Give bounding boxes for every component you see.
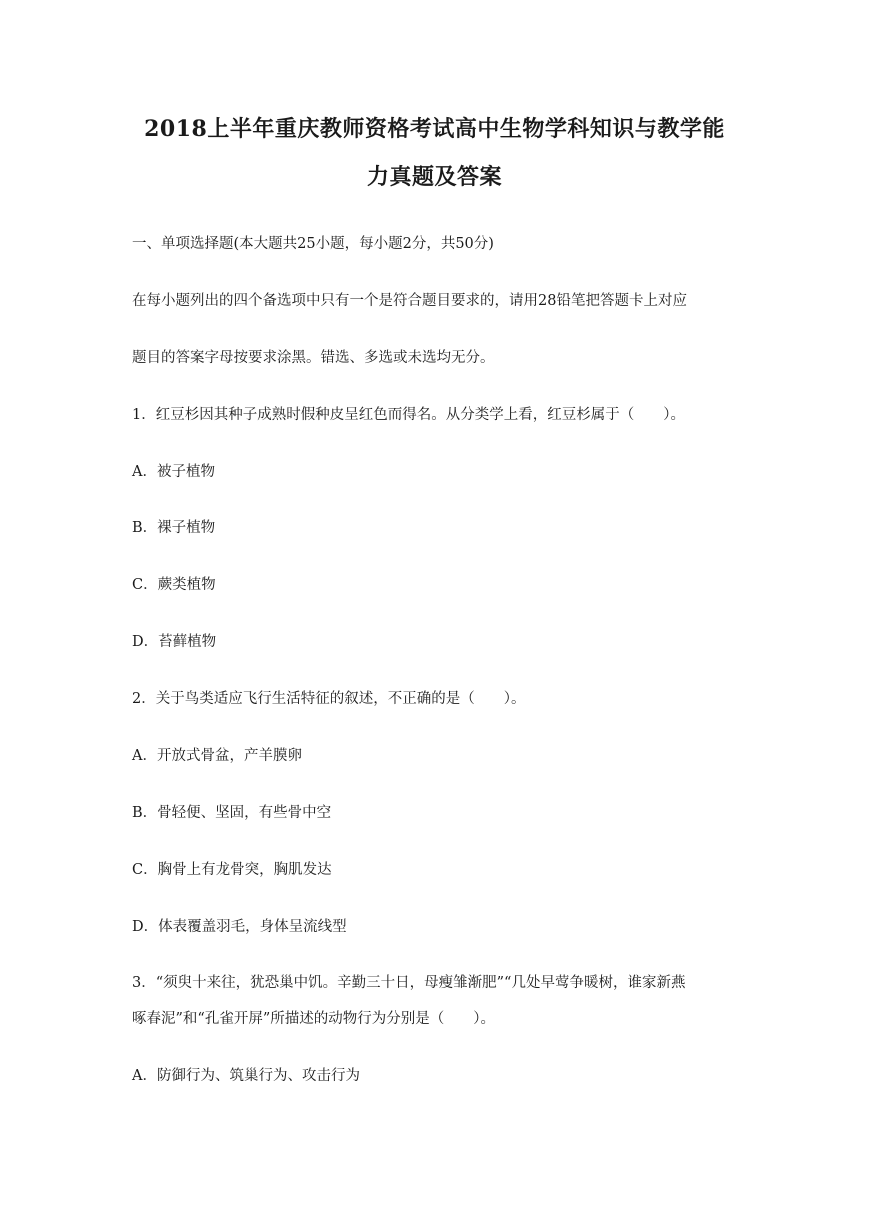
question-1-option-a: A．被子植物 — [132, 464, 215, 480]
question-1-stem: 1．红豆杉因其种子成熟时假种皮呈红色而得名。从分类学上看，红豆杉属于（ ）。 — [132, 407, 685, 423]
question-2-option-a: A．开放式骨盆，产羊膜卵 — [132, 748, 302, 764]
document-title-line-1: 2018上半年重庆教师资格考试高中生物学科知识与教学能 — [144, 116, 725, 142]
question-3-stem-line-2: 啄春泥”和“孔雀开屏”所描述的动物行为分别是（ ）。 — [132, 1011, 495, 1027]
question-3-option-a: A．防御行为、筑巢行为、攻击行为 — [132, 1068, 360, 1084]
question-3-stem-line-1: 3．“须臾十来往，犹恐巢中饥。辛勤三十日，母瘦雏渐肥”“几处早莺争暖树，谁家新燕 — [132, 975, 686, 991]
question-1-option-d: D．苔藓植物 — [132, 634, 217, 650]
question-2-option-b: B．骨轻便、坚固，有些骨中空 — [132, 805, 332, 821]
question-1-option-c: C．蕨类植物 — [132, 577, 216, 593]
question-2-option-d: D．体表覆盖羽毛，身体呈流线型 — [132, 919, 347, 935]
section-heading: 一、单项选择题(本大题共25小题，每小题2分，共50分) — [132, 236, 494, 252]
instructions-line-2: 题目的答案字母按要求涂黑。错选、多选或未选均无分。 — [132, 350, 495, 366]
question-1-option-b: B．裸子植物 — [132, 520, 216, 536]
question-2-option-c: C．胸骨上有龙骨突，胸肌发达 — [132, 862, 332, 878]
instructions-line-1: 在每小题列出的四个备选项中只有一个是符合题目要求的，请用28铅笔把答题卡上对应 — [132, 293, 687, 309]
question-2-stem: 2．关于鸟类适应飞行生活特征的叙述，不正确的是（ ）。 — [132, 691, 526, 707]
document-title-line-2: 力真题及答案 — [366, 164, 502, 190]
